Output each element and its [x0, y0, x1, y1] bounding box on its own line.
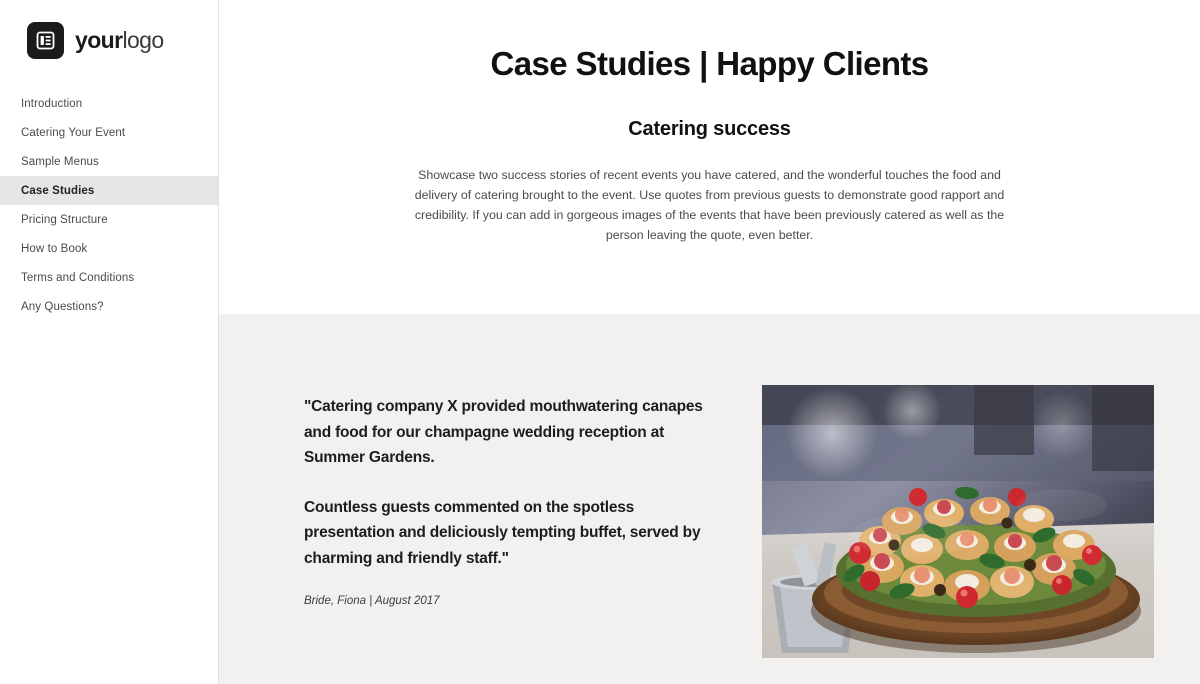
sidebar-item-label: Introduction: [21, 97, 83, 110]
sidebar-item-how-to-book[interactable]: [0, 234, 218, 263]
section-subtitle: Catering success: [628, 117, 791, 140]
sidebar-item-sample-menus[interactable]: [0, 147, 218, 176]
catering-platter-photo: [762, 385, 1154, 658]
sidebar-item-label: How to Book: [21, 242, 88, 255]
sidebar-item-pricing-structure[interactable]: [0, 205, 218, 234]
logo[interactable]: [0, 22, 218, 59]
quote-paragraph-2: Countless guests commented on the spotless presentation and deliciously tempting buffet, served by charming and friendly staff.": [304, 498, 701, 567]
sidebar: [0, 0, 219, 684]
sidebar-item-label: Sample Menus: [21, 155, 99, 168]
quote-attribution: Bride, Fiona | August 2017: [304, 595, 440, 608]
sidebar-item-case-studies[interactable]: [0, 176, 218, 205]
sidebar-item-introduction[interactable]: [0, 89, 218, 118]
case-study-section: [219, 314, 1200, 684]
document-logo-icon: [27, 22, 64, 59]
logo-text: [75, 27, 164, 54]
sidebar-item-terms-and-conditions[interactable]: [0, 263, 218, 292]
sidebar-item-any-questions[interactable]: [0, 292, 218, 321]
sidebar-item-label: Case Studies: [21, 184, 95, 197]
logo-text-bold: your: [75, 27, 123, 53]
sidebar-item-label: Catering Your Event: [21, 126, 126, 139]
sidebar-item-catering-your-event[interactable]: [0, 118, 218, 147]
quote-paragraph-1: "Catering company X provided mouthwatering canapes and food for our champagne wedding reception at Summer Gardens.: [304, 398, 703, 467]
sidebar-item-label: Terms and Conditions: [21, 271, 135, 284]
logo-text-light: logo: [122, 27, 164, 53]
intro-paragraph: Showcase two success stories of recent events you have catered, and the wonderful touches the food and delivery of catering brought to the event. Use quotes from previous guests to demonstrate good rapport and credibility. If you can add in gorgeous images of the events that have been previously catered as well as the person leaving the quote, even better.: [414, 167, 1005, 242]
sidebar-nav: [0, 89, 218, 321]
sidebar-item-label: Pricing Structure: [21, 213, 108, 226]
document-content: [219, 0, 1200, 684]
sidebar-item-label: Any Questions?: [21, 300, 104, 313]
page-title: Case Studies | Happy Clients: [490, 45, 929, 82]
case-study-quote: [304, 394, 704, 607]
intro-section: [219, 0, 1200, 314]
